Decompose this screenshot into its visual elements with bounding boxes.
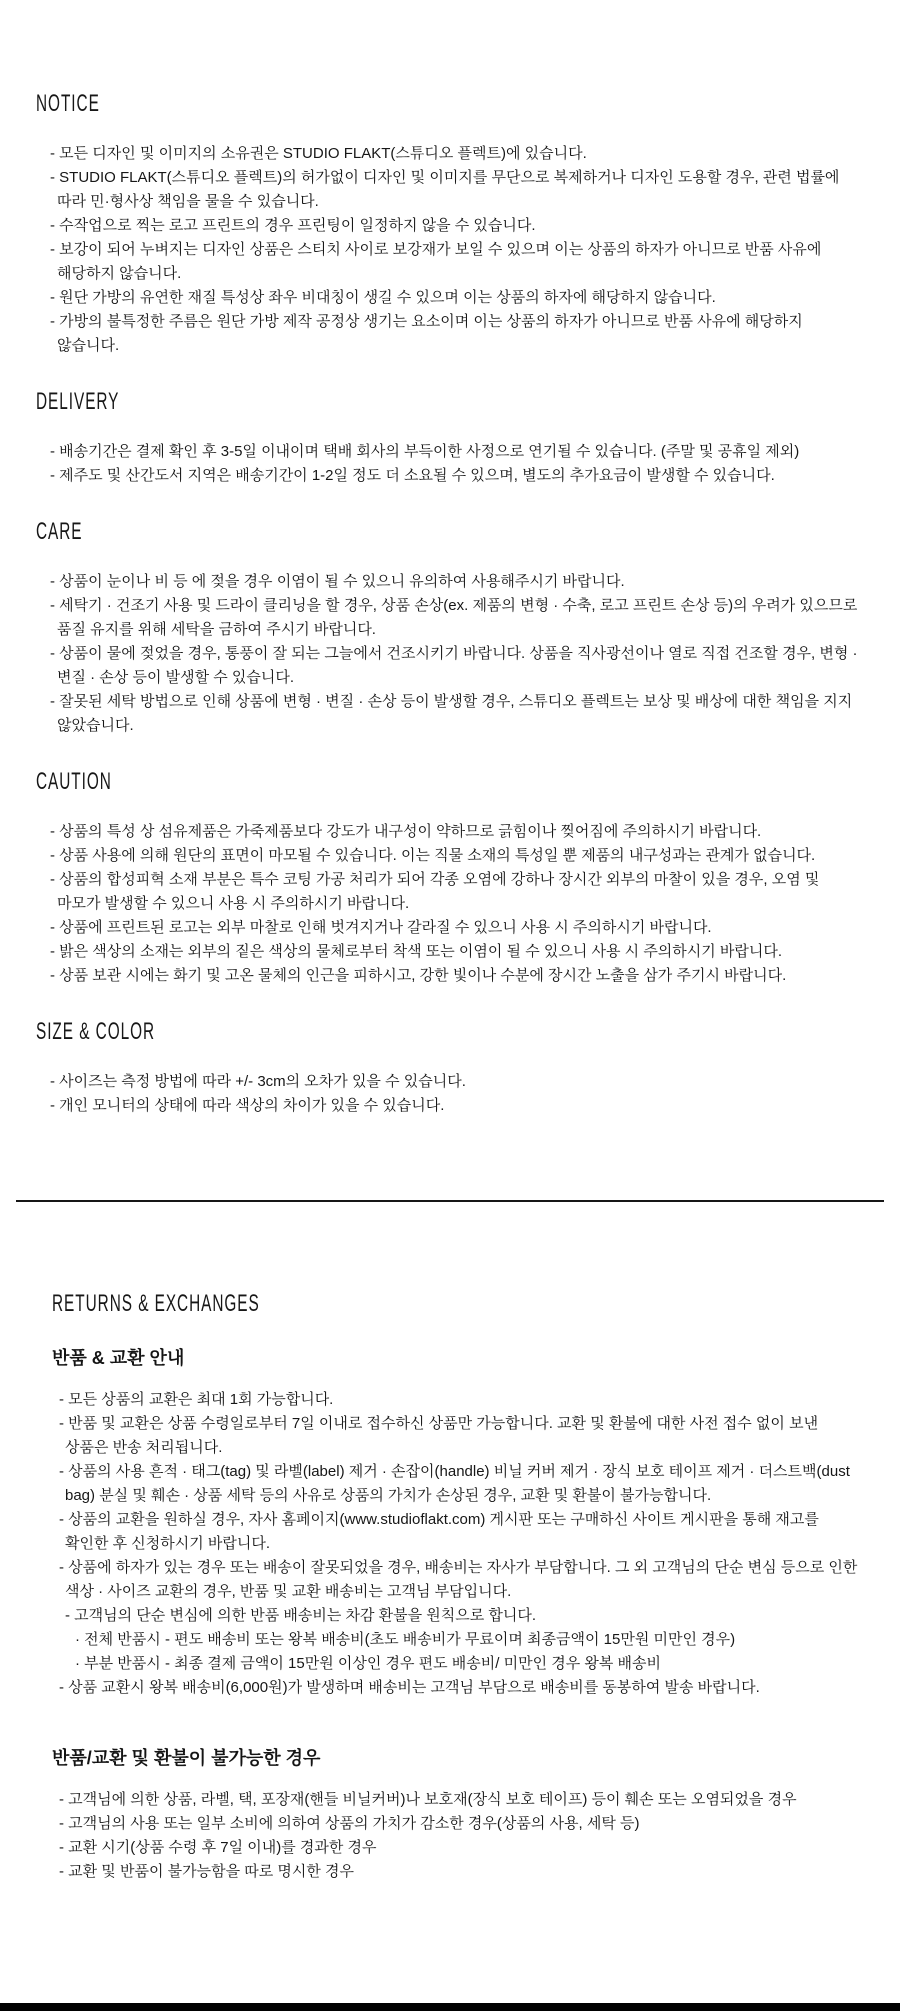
bottom-black-bar (0, 2003, 900, 2011)
returns-guide-title: 반품 & 교환 안내 (52, 1348, 185, 1368)
caution-item: - 상품에 프린트된 로고는 외부 마찰로 인해 벗겨지거나 갈라질 수 있으니 사용 시 주의하시기 바랍니다. (50, 919, 712, 936)
returns-guide-item: - 상품의 사용 흔적 · 태그(tag) 및 라벨(label) 제거 · 손잡이(handle) 비닐 커버 제거 · 장식 보호 테이프 제거 · 더스트백(dust bag) 분실 및 훼손 · 상품 세탁 등의 사유로 상품의 가치가 손상된 경우, 교환 및 환불이 불가능합니다. (59, 1463, 850, 1504)
notice-section-title (36, 90, 858, 118)
care-item: - 잘못된 세탁 방법으로 인해 상품에 변형 · 변질 · 손상 등이 발생할 경우, 스튜디오 플렉트는 보상 및 배상에 대한 책임을 지지 않았습니다. (50, 693, 853, 734)
delivery-list (36, 440, 858, 488)
returns-guide-subitem: · 전체 반품시 - 편도 배송비 또는 왕복 배송비(초도 배송비가 무료이며 최종금액이 15만원 미만인 경우) (75, 1631, 736, 1648)
delivery-section-title (36, 388, 858, 416)
notice-item: - 원단 가방의 유연한 재질 특성상 좌우 비대칭이 생길 수 있으며 이는 상품의 하자에 해당하지 않습니다. (50, 289, 716, 306)
size-color-list (36, 1070, 858, 1118)
returns-not-allowed-item: - 고객님의 사용 또는 일부 소비에 의하여 상품의 가치가 감소한 경우(상품의 사용, 세탁 등) (59, 1815, 640, 1832)
delivery-item: - 제주도 및 산간도서 지역은 배송기간이 1-2일 정도 더 소요될 수 있으며, 별도의 추가요금이 발생할 수 있습니다. (50, 467, 775, 484)
care-item: - 상품이 물에 젖었을 경우, 통풍이 잘 되는 그늘에서 건조시키기 바랍니다. 상품을 직사광선이나 열로 직접 건조할 경우, 변형 · 변질 · 손상 등이 발생할 수 있습니다. (50, 645, 858, 686)
notice-item: - STUDIO FLAKT(스튜디오 플렉트)의 허가없이 디자인 및 이미지를 무단으로 복제하거나 디자인 도용할 경우, 관련 법률에 따라 민·형사상 책임을 물을 수 있습니다. (50, 169, 840, 210)
returns-exchanges-section (0, 1202, 900, 1884)
caution-title-text: CAUTION (36, 768, 112, 795)
notice-list (36, 142, 858, 358)
caution-item: - 밝은 색상의 소재는 외부의 짙은 색상의 물체로부터 착색 또는 이염이 될 수 있으니 사용 시 주의하시기 바랍니다. (50, 943, 783, 960)
returns-not-allowed-item: - 교환 및 반품이 불가능함을 따로 명시한 경우 (59, 1863, 354, 1880)
care-section (36, 518, 858, 738)
caution-item: - 상품 사용에 의해 원단의 표면이 마모될 수 있습니다. 이는 직물 소재의 특성일 뿐 제품의 내구성과는 관계가 없습니다. (50, 847, 816, 864)
delivery-item: - 배송기간은 결제 확인 후 3-5일 이내이며 택배 회사의 부득이한 사정으로 연기될 수 있습니다. (주말 및 공휴일 제외) (50, 443, 800, 460)
returns-guide-item: - 반품 및 교환은 상품 수령일로부터 7일 이내로 접수하신 상품만 가능합니다. 교환 및 환불에 대한 사전 접수 없이 보낸 상품은 반송 처리됩니다. (59, 1415, 819, 1456)
returns-title-text: RETURNS & EXCHANGES (52, 1290, 260, 1317)
returns-guide-item: - 상품의 교환을 원하실 경우, 자사 홈페이지(www.studioflakt.com) 게시판 또는 구매하신 사이트 게시판을 통해 재고를 확인한 후 신청하시기 바랍니다. (59, 1511, 819, 1552)
notice-title-text: NOTICE (36, 90, 100, 117)
size-color-item: - 사이즈는 측정 방법에 따라 +/- 3cm의 오차가 있을 수 있습니다. (50, 1073, 466, 1090)
returns-not-allowed-subsection (52, 1746, 858, 1884)
caution-item: - 상품의 합성피혁 소재 부분은 특수 코팅 가공 처리가 되어 각종 오염에 강하나 장시간 외부의 마찰이 있을 경우, 오염 및 마모가 발생할 수 있으니 사용 시 주의하시기 바랍니다. (50, 871, 820, 912)
notice-item: - 모든 디자인 및 이미지의 소유권은 STUDIO FLAKT(스튜디오 플렉트)에 있습니다. (50, 145, 587, 162)
caution-item: - 상품 보관 시에는 화기 및 고온 물체의 인근을 피하시고, 강한 빛이나 수분에 장시간 노출을 삼가 주기시 바랍니다. (50, 967, 787, 984)
care-section-title (36, 518, 858, 546)
care-item: - 세탁기 · 건조기 사용 및 드라이 클리닝을 할 경우, 상품 손상(ex. 제품의 변형 · 수축, 로고 프린트 손상 등)의 우려가 있으므로 품질 유지를 위해 세탁을 금하여 주시기 바랍니다. (50, 597, 858, 638)
notice-item: - 가방의 불특정한 주름은 원단 가방 제작 공정상 생기는 요소이며 이는 상품의 하자가 아니므로 반품 사유에 해당하지 않습니다. (50, 313, 803, 354)
returns-not-allowed-list (52, 1788, 858, 1884)
caution-list (36, 820, 858, 988)
size-color-section (36, 1018, 858, 1118)
returns-not-allowed-item: - 교환 시기(상품 수령 후 7일 이내)를 경과한 경우 (59, 1839, 377, 1856)
returns-not-allowed-title: 반품/교환 및 환불이 불가능한 경우 (52, 1748, 321, 1768)
size-color-item: - 개인 모니터의 상태에 따라 색상의 차이가 있을 수 있습니다. (50, 1097, 445, 1114)
caution-section (36, 768, 858, 988)
size-color-title-text: SIZE & COLOR (36, 1018, 156, 1045)
returns-guide-item: - 모든 상품의 교환은 최대 1회 가능합니다. (59, 1391, 334, 1408)
returns-guide-subitem: · 부분 반품시 - 최종 결제 금액이 15만원 이상인 경우 편도 배송비/ 미만인 경우 왕복 배송비 (75, 1655, 662, 1672)
size-color-section-title (36, 1018, 858, 1046)
returns-guide-list (52, 1388, 858, 1700)
returns-guide-item: - 고객님의 단순 변심에 의한 반품 배송비는 차감 환불을 원칙으로 합니다. (65, 1607, 537, 1624)
notice-item: - 보강이 되어 누벼지는 디자인 상품은 스티치 사이로 보강재가 보일 수 있으며 이는 상품의 하자가 아니므로 반품 사유에 해당하지 않습니다. (50, 241, 822, 282)
caution-item: - 상품의 특성 상 섬유제품은 가죽제품보다 강도가 내구성이 약하므로 긁힘이나 찢어짐에 주의하시기 바랍니다. (50, 823, 762, 840)
delivery-title-text: DELIVERY (36, 388, 120, 415)
care-item: - 상품이 눈이나 비 등 에 젖을 경우 이염이 될 수 있으니 유의하여 사용해주시기 바랍니다. (50, 573, 625, 590)
delivery-section (36, 388, 858, 488)
notice-item: - 수작업으로 찍는 로고 프린트의 경우 프린팅이 일정하지 않을 수 있습니다. (50, 217, 536, 234)
notice-section (36, 90, 858, 358)
returns-guide-subsection (52, 1346, 858, 1700)
returns-guide-item: - 상품 교환시 왕복 배송비(6,000원)가 발생하며 배송비는 고객님 부담으로 배송비를 동봉하여 발송 바랍니다. (59, 1679, 760, 1696)
caution-section-title (36, 768, 858, 796)
care-title-text: CARE (36, 518, 83, 545)
care-list (36, 570, 858, 738)
returns-guide-item: - 상품에 하자가 있는 경우 또는 배송이 잘못되었을 경우, 배송비는 자사가 부담합니다. 그 외 고객님의 단순 변심 등으로 인한 색상 · 사이즈 교환의 경우, 반품 및 교환 배송비는 고객님 부담입니다. (59, 1559, 858, 1600)
returns-not-allowed-item: - 고객님에 의한 상품, 라벨, 택, 포장재(핸들 비닐커버)나 보호재(장식 보호 테이프) 등이 훼손 또는 오염되었을 경우 (59, 1791, 797, 1808)
returns-section-title (52, 1290, 858, 1318)
